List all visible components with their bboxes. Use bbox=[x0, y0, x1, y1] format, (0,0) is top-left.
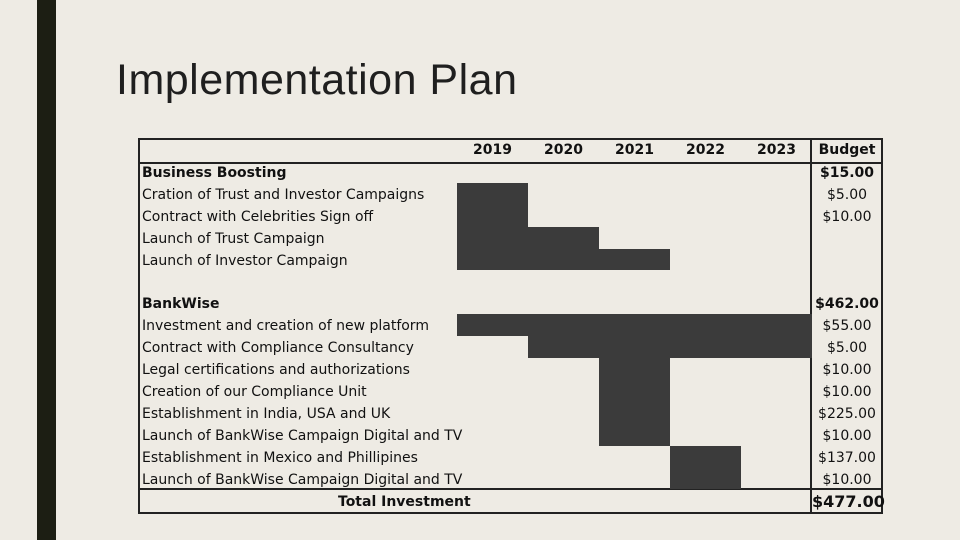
activity-label: Launch of BankWise Campaign Digital and TV bbox=[142, 427, 463, 444]
activity-label: Launch of Investor Campaign bbox=[142, 252, 348, 269]
activity-label: Contract with Compliance Consultancy bbox=[142, 340, 414, 357]
activity-budget: $10.00 bbox=[822, 384, 872, 400]
gantt-bar bbox=[670, 468, 741, 490]
gantt-bar bbox=[599, 380, 670, 402]
total-value: $477.00 bbox=[812, 492, 885, 511]
gantt-bar bbox=[528, 336, 812, 358]
activity-budget: $10.00 bbox=[822, 471, 872, 488]
activity-label: Investment and creation of new platform bbox=[142, 318, 429, 335]
activity-budget: $55.00 bbox=[822, 318, 872, 335]
slide-accent-bar bbox=[37, 0, 56, 540]
year-header-2023: 2023 bbox=[757, 142, 796, 158]
gantt-bar bbox=[457, 249, 670, 271]
activity-budget: $10.00 bbox=[822, 362, 872, 379]
activity-label: Creation of our Compliance Unit bbox=[142, 384, 367, 400]
activity-label: Legal certifications and authorizations bbox=[142, 362, 410, 379]
gantt-bar bbox=[457, 183, 528, 205]
activity-budget: $5.00 bbox=[826, 340, 868, 357]
activity-label: Contract with Celebrities Sign off bbox=[142, 208, 374, 225]
gantt-bar bbox=[670, 446, 741, 468]
activity-label: Establishment in India, USA and UK bbox=[142, 405, 391, 422]
gantt-bar bbox=[457, 314, 812, 336]
section-budget: $462.00 bbox=[815, 296, 879, 313]
activity-budget: $5.00 bbox=[826, 186, 868, 203]
year-header-2021: 2021 bbox=[615, 142, 654, 158]
gantt-bar bbox=[457, 227, 599, 249]
activity-budget: $225.00 bbox=[818, 405, 876, 422]
year-header-2020: 2020 bbox=[544, 142, 583, 158]
section-title: BankWise bbox=[142, 296, 220, 313]
budget-header: Budget bbox=[818, 142, 876, 158]
activity-label: Cration of Trust and Investor Campaigns bbox=[142, 186, 425, 203]
implementation-table bbox=[138, 138, 883, 514]
activity-label: Establishment in Mexico and Phillipines bbox=[142, 449, 418, 466]
gantt-bar bbox=[599, 358, 670, 380]
activity-label: Launch of BankWise Campaign Digital and TV bbox=[142, 471, 463, 488]
activity-label: Launch of Trust Campaign bbox=[142, 230, 325, 247]
slide-title: Implementation Plan bbox=[116, 56, 518, 104]
gantt-bar bbox=[457, 205, 528, 227]
section-budget: $15.00 bbox=[819, 165, 875, 181]
year-header-2019: 2019 bbox=[473, 142, 512, 158]
section-title: Business Boosting bbox=[142, 165, 287, 181]
total-label: Total Investment bbox=[338, 494, 471, 510]
activity-budget: $137.00 bbox=[818, 449, 876, 466]
activity-budget: $10.00 bbox=[822, 427, 872, 444]
activity-budget: $10.00 bbox=[822, 208, 872, 225]
year-header-2022: 2022 bbox=[686, 142, 725, 158]
gantt-bar bbox=[599, 402, 670, 424]
gantt-bar bbox=[599, 424, 670, 446]
